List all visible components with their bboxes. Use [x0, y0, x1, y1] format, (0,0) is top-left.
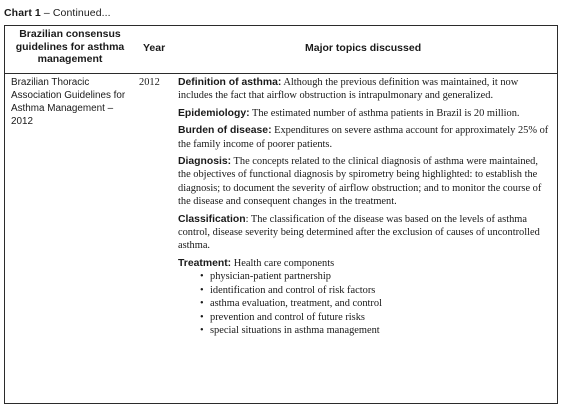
- list-item-text: special situations in asthma management: [210, 324, 380, 336]
- topic-epidemiology: [178, 107, 550, 120]
- chart-continued: – Continued...: [40, 7, 111, 19]
- topic-title: Epidemiology:: [178, 107, 250, 119]
- topic-title: Definition of asthma:: [178, 77, 282, 88]
- bullet-icon: •: [200, 271, 204, 283]
- topic-text: Health care components: [231, 257, 335, 269]
- header-guidelines: Brazilian consensus guidelines for asthma management: [15, 28, 125, 65]
- topic-text: Although the previous definition was maintained, it now includes the fact that airflow obstruction is intrapulmonary and generalized.: [178, 77, 519, 102]
- list-item-text: prevention and control of future risks: [210, 311, 365, 323]
- list-item: [200, 297, 550, 310]
- bullet-icon: •: [200, 284, 204, 296]
- bullet-icon: •: [200, 324, 204, 336]
- topic-text: The estimated number of asthma patients in Brazil is 20 million.: [249, 107, 520, 119]
- topics-cell: [178, 76, 550, 337]
- topic-treatment: [178, 257, 550, 270]
- topic-classification: [178, 213, 550, 253]
- bullet-icon: •: [200, 311, 204, 323]
- bullet-icon: •: [200, 298, 204, 310]
- topic-title: Treatment:: [178, 257, 232, 269]
- topic-diagnosis: [178, 155, 550, 209]
- topic-text: Expenditures on severe asthma account for approximately 25% of the family income of poorer patients.: [178, 125, 549, 150]
- treatment-list: [178, 270, 550, 337]
- table-header: [5, 26, 557, 74]
- topic-title: Classification: [178, 213, 246, 225]
- header-year: Year: [143, 42, 166, 54]
- topic-burden: [178, 124, 550, 151]
- list-item: [200, 270, 550, 283]
- guideline-name: Brazilian Thoracic Association Guidelines for Asthma Management – 2012: [11, 77, 126, 127]
- list-item-text: identification and control of risk factors: [210, 284, 376, 296]
- list-item-text: physician-patient partnership: [210, 271, 331, 283]
- chart-label: Chart 1: [4, 7, 41, 19]
- topic-title: Diagnosis:: [178, 156, 232, 168]
- list-item: [200, 324, 550, 337]
- list-item: [200, 311, 550, 324]
- header-topics: Major topics discussed: [305, 42, 422, 54]
- guidelines-table: [4, 25, 558, 404]
- list-item: [200, 284, 550, 297]
- topic-text: The concepts related to the clinical diagnosis of asthma were maintained, the objectives of functional diagnosis by spirometry being highlighted: to establish the diagnosis; to document the severity of airflow obstruction; and to monitor the course of the disease and consequent changes in the treatment.: [178, 156, 542, 208]
- topic-definition: [178, 76, 550, 103]
- guideline-year: 2012: [139, 77, 160, 88]
- topic-text: : The classification of the disease was based on the levels of asthma control, disease severity being determined after the exclusion of causes of uncontrolled asthma.: [178, 213, 540, 252]
- list-item-text: asthma evaluation, treatment, and control: [210, 298, 382, 310]
- chart-title: [4, 7, 111, 19]
- topic-title: Burden of disease:: [178, 125, 272, 137]
